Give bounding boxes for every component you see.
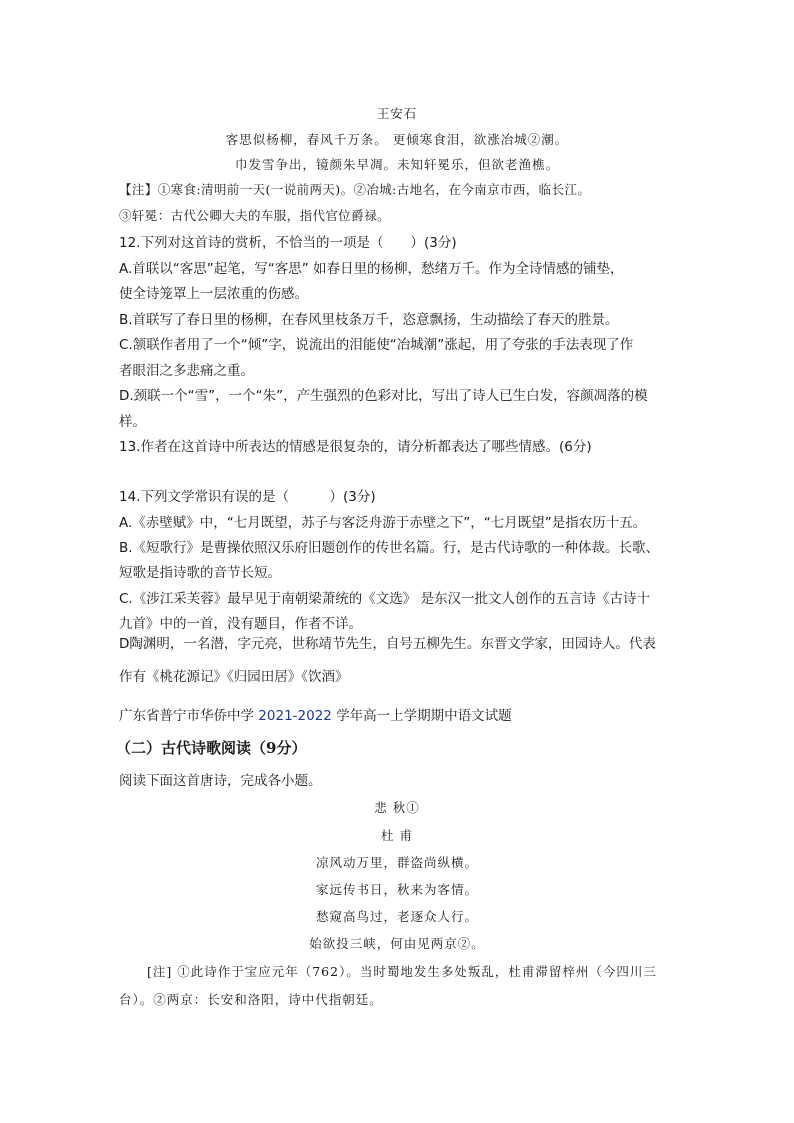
- question-13-stem: 13.作者在这首诗中所表达的情感是很复杂的，请分析都表达了哪些情感。(6分): [119, 439, 592, 455]
- question-12-option-c-cont: 者眼泪之多悲痛之重。: [119, 363, 254, 379]
- exam-source-prefix: 广东省普宁市华侨中学: [119, 708, 259, 724]
- question-12-option-a-cont: 使全诗笼罩上一层浓重的伤感。: [119, 286, 308, 302]
- question-14-option-b: B.《短歌行》是曹操依照汉乐府旧题创作的传世名篇。行，是古代诗歌的一种体裁。长歌、: [119, 540, 660, 556]
- section-heading: （二）古代诗歌阅读（9分）: [116, 739, 307, 757]
- question-12-option-a: A.首联以“客思”起笔，写“客思” 如春日里的杨柳，愁绪万千。作为全诗情感的铺垫，: [119, 261, 624, 277]
- question-14-option-a: A.《赤壁赋》中，“七月既望，苏子与客泛舟游于赤壁之下”，“七月既望”是指农历十五。: [119, 515, 647, 531]
- question-14-option-c: C.《涉江采芙蓉》最早见于南朝梁萧统的《文选》 是东汉一批文人创作的五言诗《古诗十: [119, 591, 651, 607]
- question-12-option-d: D.颈联一个“雪”，一个“朱”，产生强烈的色彩对比，写出了诗人已生白发，容颜凋落的模: [119, 388, 648, 404]
- question-12-option-d-cont: 样。: [119, 414, 146, 430]
- poem1-note-1: 【注】①寒食:清明前一天(一说前两天)。②冶城:古地名，在今南京市西，临长江。: [119, 182, 591, 197]
- poem2-note-1: [注] ①此诗作于宝应元年（762）。当时蜀地发生多处叛乱，杜甫滞留梓州（今四川三: [147, 964, 657, 979]
- poem1-author: 王安石: [376, 106, 418, 121]
- poem2-line-2: 家远传书日，秋来为客情。: [315, 882, 478, 897]
- exam-source-years: 2021-2022: [258, 708, 332, 724]
- question-12-option-c: C.颔联作者用了一个“倾”字，说流出的泪能使“冶城潮”涨起，用了夸张的手法表现了作: [119, 337, 634, 353]
- poem1-line-1: 客思似杨柳，春风千万条。 更倾寒食泪，欲涨冶城②潮。: [225, 132, 569, 147]
- poem2-note-2: 台）。②两京：长安和洛阳，诗中代指朝廷。: [119, 992, 383, 1007]
- poem2-title: 悲 秋①: [374, 800, 420, 815]
- exam-source: [119, 704, 512, 724]
- question-12-stem: 12.下列对这首诗的赏析，不恰当的一项是（ ）(3分): [119, 235, 457, 251]
- poem2-line-3: 愁窥高鸟过，老逐众人行。: [315, 909, 478, 924]
- poem1-line-2: 巾发雪争出，镜颜朱早凋。未知轩冕乐，但欲老渔樵。: [234, 157, 559, 172]
- question-14-option-d: D陶渊明，一名潜，字元亮，世称靖节先生，自号五柳先生。东晋文学家，田园诗人。代表: [119, 636, 656, 652]
- poem2-line-4: 始欲投三峡，何由见两京②。: [309, 936, 485, 951]
- poem1-note-2: ③轩冕：古代公卿大夫的车服，指代官位爵禄。: [119, 208, 390, 223]
- exam-source-suffix: 学年高一上学期期中语文试题: [331, 708, 512, 724]
- question-14-option-b-cont: 短歌是指诗歌的音节长短。: [119, 565, 281, 581]
- poem2-line-1: 凉风动万里，群盗尚纵横。: [315, 855, 478, 870]
- question-14-option-d-cont: 作有《桃花源记》《归园田居》《饮酒》: [119, 669, 349, 685]
- section-instruction: 阅读下面这首唐诗，完成各小题。: [119, 773, 322, 789]
- poem2-author: 杜 甫: [381, 828, 413, 843]
- question-14-option-c-cont: 九首》中的一首，没有题目，作者不详。: [119, 616, 362, 632]
- question-12-option-b: B.首联写了春日里的杨柳，在春风里枝条万千，恣意飘扬，生动描绘了春天的胜景。: [119, 312, 619, 328]
- question-14-stem: 14.下列文学常识有误的是（ ）(3分): [119, 489, 376, 505]
